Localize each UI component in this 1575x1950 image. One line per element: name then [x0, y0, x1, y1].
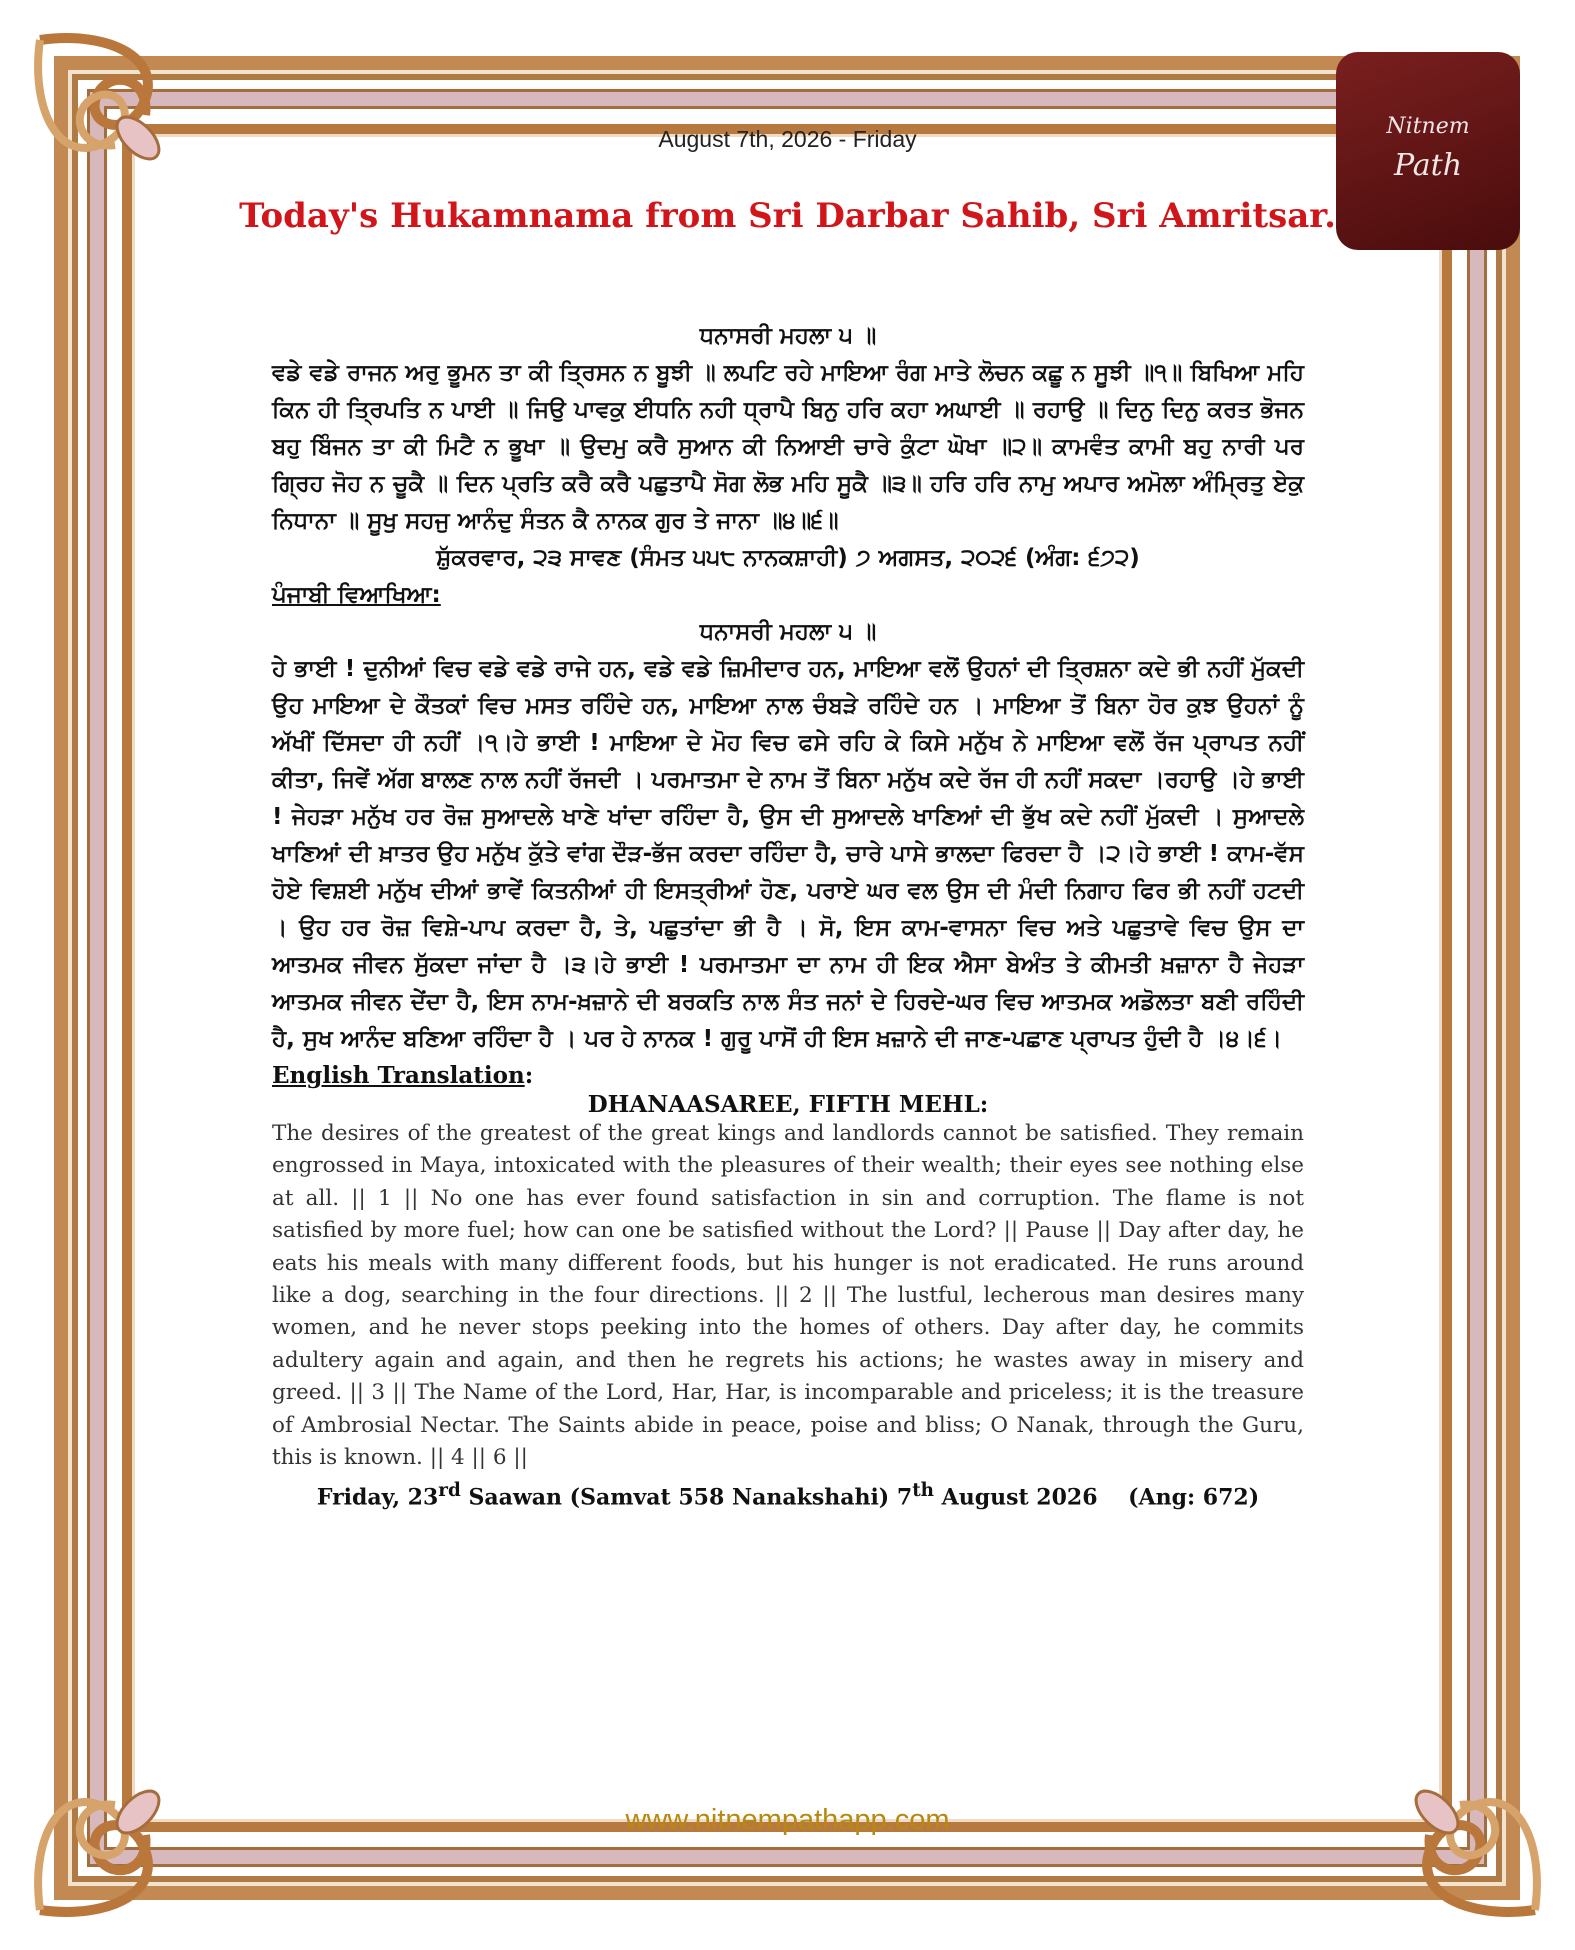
hukamnama-text: ਵਡੇ ਵਡੇ ਰਾਜਨ ਅਰੁ ਭੂਮਨ ਤਾ ਕੀ ਤ੍ਰਿਸਨ ਨ ਬੂਝੀ ॥ ਲਪਟਿ ਰਹੇ ਮਾਇਆ ਰੰਗ ਮਾਤੇ ਲੋਚਨ ਕਛੂ ਨ ਸੂਝੀ ॥੧॥ ਬਿਖਿਆ ਮਹਿ ਕਿਨ ਹੀ ਤ੍ਰਿਪਤਿ ਨ ਪਾਈ ॥ ਜਿਉ ਪਾਵਕੁ ਈਧਨਿ ਨਹੀ ਧ੍ਰਾਪੈ ਬਿਨੁ ਹਰਿ ਕਹਾ ਅਘਾਈ ॥ ਰਹਾਉ ॥ ਦਿਨੁ ਦਿਨੁ ਕਰਤ ਭੋਜਨ ਬਹੁ ਬਿੰਜਨ ਤਾ ਕੀ ਮਿਟੈ ਨ ਭੂਖਾ ॥ ਉਦਮੁ ਕਰੈ ਸੁਆਨ ਕੀ ਨਿਆਈ ਚਾਰੇ ਕੁੰਟਾ ਘੋਖਾ ॥੨॥ ਕਾਮਵੰਤ ਕਾਮੀ ਬਹੁ ਨਾਰੀ ਪਰ ਗ੍ਰਿਹ ਜੋਹ ਨ ਚੂਕੈ ॥ ਦਿਨ ਪ੍ਰਤਿ ਕਰੈ ਕਰੈ ਪਛੁਤਾਪੈ ਸੋਗ ਲੋਭ ਮਹਿ ਸੂਕੈ ॥੩॥ ਹਰਿ ਹਰਿ ਨਾਮੁ ਅਪਾਰ ਅਮੋਲਾ ਅੰਮ੍ਰਿਤੁ ਏਕੁ ਨਿਧਾਨਾ ॥ ਸੂਖੁ ਸਹਜੁ ਆਨੰਦੁ ਸੰਤਨ ਕੈ ਨਾਨਕ ਗੁਰ ਤੇ ਜਾਨਾ ॥੪॥੬॥	[272, 360, 1304, 534]
corner-ornament-top-left-icon	[20, 20, 220, 220]
english-date-sup-th: th	[912, 1480, 934, 1502]
punjabi-explanation: ਹੇ ਭਾਈ ! ਦੁਨੀਆਂ ਵਿਚ ਵਡੇ ਵਡੇ ਰਾਜੇ ਹਨ, ਵਡੇ ਵਡੇ ਜ਼ਿਮੀਦਾਰ ਹਨ, ਮਾਇਆ ਵਲੋਂ ਉਹਨਾਂ ਦੀ ਤ੍ਰਿਸ਼ਨਾ ਕਦੇ ਭੀ ਨਹੀਂ ਮੁੱਕਦੀ ਉਹ ਮਾਇਆ ਦੇ ਕੌਤਕਾਂ ਵਿਚ ਮਸਤ ਰਹਿੰਦੇ ਹਨ, ਮਾਇਆ ਨਾਲ ਚੰਬੜੇ ਰਹਿੰਦੇ ਹਨ । ਮਾਇਆ ਤੋਂ ਬਿਨਾ ਹੋਰ ਕੁਝ ਉਹਨਾਂ ਨੂੰ ਅੱਖੀਂ ਦਿੱਸਦਾ ਹੀ ਨਹੀਂ ।੧।ਹੇ ਭਾਈ ! ਮਾਇਆ ਦੇ ਮੋਹ ਵਿਚ ਫਸੇ ਰਹਿ ਕੇ ਕਿਸੇ ਮਨੁੱਖ ਨੇ ਮਾਇਆ ਵਲੋਂ ਰੱਜ ਪ੍ਰਾਪਤ ਨਹੀਂ ਕੀਤਾ, ਜਿਵੇਂ ਅੱਗ ਬਾਲਣ ਨਾਲ ਨਹੀਂ ਰੱਜਦੀ । ਪਰਮਾਤਮਾ ਦੇ ਨਾਮ ਤੋਂ ਬਿਨਾ ਮਨੁੱਖ ਕਦੇ ਰੱਜ ਹੀ ਨਹੀਂ ਸਕਦਾ ।ਰਹਾਉ ।ਹੇ ਭਾਈ ! ਜੇਹੜਾ ਮਨੁੱਖ ਹਰ ਰੋਜ਼ ਸੁਆਦਲੇ ਖਾਣੇ ਖਾਂਦਾ ਰਹਿੰਦਾ ਹੈ, ਉਸ ਦੀ ਸੁਆਦਲੇ ਖਾਣਿਆਂ ਦੀ ਭੁੱਖ ਕਦੇ ਨਹੀਂ ਮੁੱਕਦੀ । ਸੁਆਦਲੇ ਖਾਣਿਆਂ ਦੀ ਖ਼ਾਤਰ ਉਹ ਮਨੁੱਖ ਕੁੱਤੇ ਵਾਂਗ ਦੌੜ-ਭੱਜ ਕਰਦਾ ਰਹਿੰਦਾ ਹੈ, ਚਾਰੇ ਪਾਸੇ ਭਾਲਦਾ ਫਿਰਦਾ ਹੈ ।੨।ਹੇ ਭਾਈ ! ਕਾਮ-ਵੱਸ ਹੋਏ ਵਿਸ਼ਈ ਮਨੁੱਖ ਦੀਆਂ ਭਾਵੇਂ ਕਿਤਨੀਆਂ ਹੀ ਇਸਤ੍ਰੀਆਂ ਹੋਣ, ਪਰਾਏ ਘਰ ਵਲ ਉਸ ਦੀ ਮੰਦੀ ਨਿਗਾਹ ਫਿਰ ਭੀ ਨਹੀਂ ਹਟਦੀ । ਉਹ ਹਰ ਰੋਜ਼ ਵਿਸ਼ੇ-ਪਾਪ ਕਰਦਾ ਹੈ, ਤੇ, ਪਛੁਤਾਂਦਾ ਭੀ ਹੈ । ਸੋ, ਇਸ ਕਾਮ-ਵਾਸਨਾ ਵਿਚ ਅਤੇ ਪਛੁਤਾਵੇ ਵਿਚ ਉਸ ਦਾ ਆਤਮਕ ਜੀਵਨ ਸੁੱਕਦਾ ਜਾਂਦਾ ਹੈ ।੩।ਹੇ ਭਾਈ ! ਪਰਮਾਤਮਾ ਦਾ ਨਾਮ ਹੀ ਇਕ ਐਸਾ ਬੇਅੰਤ ਤੇ ਕੀਮਤੀ ਖ਼ਜ਼ਾਨਾ ਹੈ ਜੇਹੜਾ ਆਤਮਕ ਜੀਵਨ ਦੇਂਦਾ ਹੈ, ਇਸ ਨਾਮ-ਖ਼ਜ਼ਾਨੇ ਦੀ ਬਰਕਤਿ ਨਾਲ ਸੰਤ ਜਨਾਂ ਦੇ ਹਿਰਦੇ-ਘਰ ਵਿਚ ਆਤਮਕ ਅਡੋਲਤਾ ਬਣੀ ਰਹਿੰਦੀ ਹੈ, ਸੁਖ ਆਨੰਦ ਬਣਿਆ ਰਹਿੰਦਾ ਹੈ । ਪਰ ਹੇ ਨਾਨਕ ! ਗੁਰੂ ਪਾਸੋਂ ਹੀ ਇਸ ਖ਼ਜ਼ਾਨੇ ਦੀ ਜਾਣ-ਪਛਾਣ ਪ੍ਰਾਪਤ ਹੁੰਦੀ ਹੈ ।੪।੬।	[272, 656, 1304, 1052]
english-date-sup-rd: rd	[438, 1480, 461, 1502]
english-translation: The desires of the greatest of the great kings and landlords cannot be satisfied. They remain engrossed in Maya, intoxicated with the pleasures of their wealth; their eyes see nothing else at all. || 1 || No one has ever found satisfaction in sin and corruption. The flame is not satisfied by more fuel; how can one be satisfied without the Lord? || Pause || Day after day, he eats his meals with many different foods, but his hunger is not eradicated. He runs around like a dog, searching in the four directions. || 2 || The lustful, lecherous man desires many women, and he never stops peeking into the homes of others. Day after day, he commits adultery again and again, and then he regrets his actions; he wastes away in misery and greed. || 3 || The Name of the Lord, Har, Har, is incomparable and priceless; it is the treasure of Ambrosial Nectar. The Saints abide in peace, poise and bliss; O Nanak, through the Guru, this is known. || 4 || 6 ||	[272, 1121, 1304, 1471]
punjabi-label-text: ਪੰਜਾਬੀ ਵਿਆਖਿਆ:	[272, 582, 441, 608]
logo-line-1: Nitnem	[1386, 114, 1470, 139]
english-heading: DHANAASAREE, FIFTH MEHL:	[587, 1091, 989, 1118]
logo-line-2: Path	[1393, 148, 1463, 183]
page-title: Today's Hukamnama from Sri Darbar Sahib, Sri Amritsar.	[239, 196, 1336, 236]
english-date-part-a: Friday, 23	[316, 1484, 439, 1511]
english-section-label	[272, 1062, 1304, 1089]
footer-website-link[interactable]: www.nitnempathapp.com	[625, 1804, 950, 1836]
english-ang: (Ang: 672)	[1128, 1484, 1260, 1511]
punjabi-section-label	[272, 577, 1304, 614]
hukamnama-date-line: ਸ਼ੁੱਕਰਵਾਰ, ੨੩ ਸਾਵਣ (ਸੰਮਤ ੫੫੮ ਨਾਨਕਸ਼ਾਹੀ) ੭ ਅਗਸਤ, ੨੦੨੬ (ਅੰਗ: ੬੭੨)	[436, 545, 1140, 571]
header-date: August 7th, 2026 - Friday	[658, 126, 917, 152]
punjabi-heading: ਧਨਾਸਰੀ ਮਹਲਾ ੫ ॥	[699, 619, 877, 645]
english-label-text: English Translation	[272, 1062, 525, 1089]
english-date-part-c: August 2026	[933, 1484, 1098, 1511]
main-content	[272, 318, 1304, 1511]
english-date-part-b: Saawan (Samvat 558 Nanakshahi) 7	[460, 1484, 913, 1511]
hukamnama-heading: ਧਨਾਸਰੀ ਮਹਲਾ ੫ ॥	[699, 323, 877, 349]
english-date-line	[272, 1480, 1304, 1510]
english-label-colon: :	[524, 1062, 534, 1089]
